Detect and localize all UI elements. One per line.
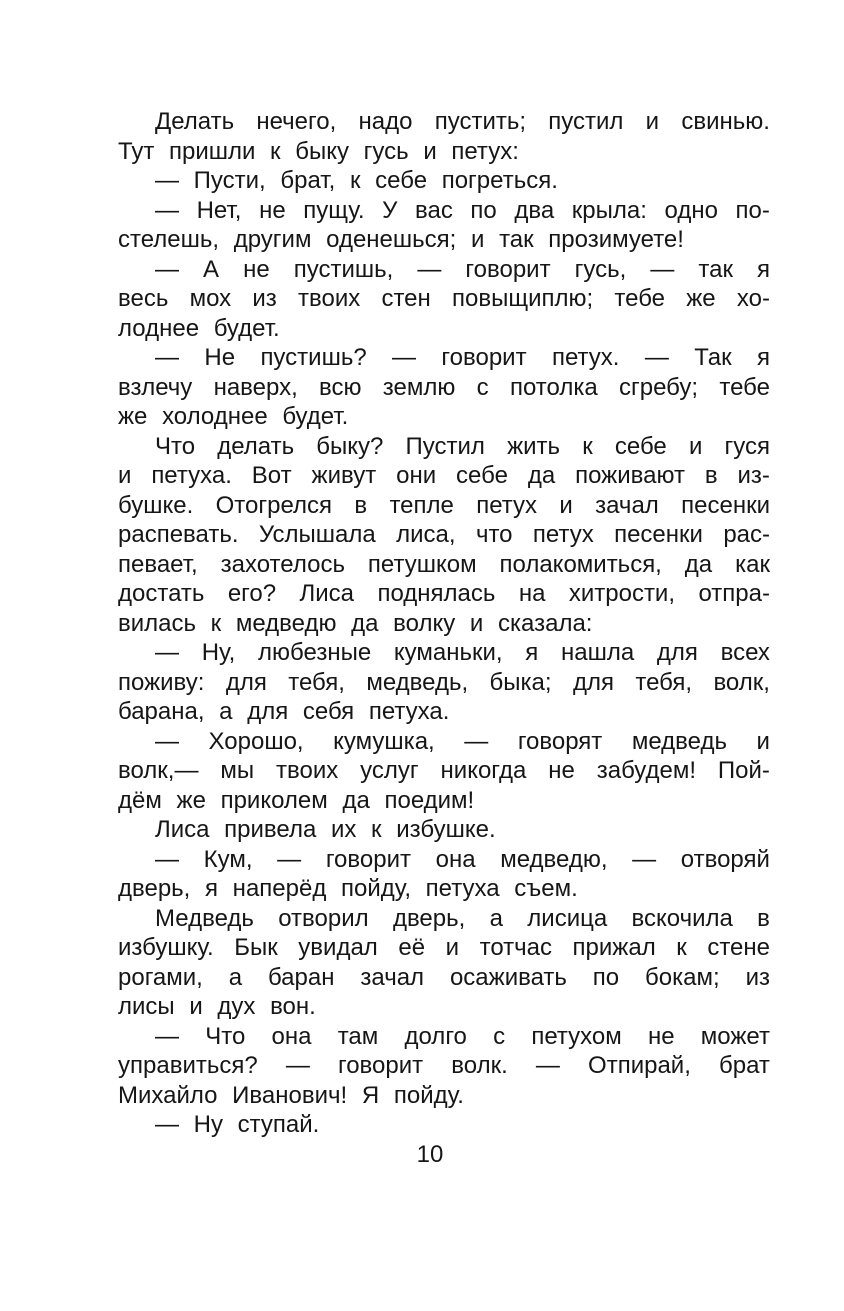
text-line: управиться? — говорит волк. — Отпирай, брат <box>118 1052 770 1079</box>
paragraph <box>118 107 770 166</box>
text-line: рогами, а баран зачал осаживать по бокам; из <box>118 963 770 991</box>
paragraph <box>118 845 770 904</box>
text-line: Делать нечего, надо пустить; пустил и свинью. <box>155 108 770 135</box>
text-line: певает, захотелось петушком полакомиться, да как <box>118 550 770 578</box>
text-line: весь мох из твоих стен повыщиплю; тебе же хо- <box>118 285 770 312</box>
text-line: же холоднее будет. <box>118 403 349 430</box>
text-line: — Что она там долго с петухом не может <box>155 1022 770 1050</box>
text-line: — Нет, не пущу. У вас по два крыла: одно по- <box>155 196 770 224</box>
text-line: Лиса привела их к избушке. <box>155 816 496 843</box>
text-line: лоднее будет. <box>118 314 280 342</box>
text-line: — Кум, — говорит она медведю, — отворяй <box>155 845 770 873</box>
text-line: Михайло Иванович! Я пойду. <box>118 1081 464 1109</box>
text-line: волк,— мы твоих услуг никогда не забудем! Пой- <box>118 757 770 784</box>
paragraph <box>118 432 770 639</box>
text-line: распевать. Услышала лиса, что петух песенки рас- <box>118 521 770 548</box>
paragraph <box>118 1022 770 1111</box>
text-block <box>118 107 770 1140</box>
text-line: Медведь отворил дверь, а лисица вскочила в <box>155 904 770 932</box>
paragraph <box>118 255 770 344</box>
text-line: лисы и дух вон. <box>118 993 316 1020</box>
paragraph <box>118 815 770 845</box>
text-line: стелешь, другим оденешься; и так прозимуете! <box>118 226 684 253</box>
paragraph <box>118 727 770 816</box>
text-line: вилась к медведю да волку и сказала: <box>118 609 593 637</box>
text-line: дверь, я наперёд пойду, петуха съем. <box>118 875 578 902</box>
text-line: взлечу наверх, всю землю с потолка сгребу; тебе <box>118 373 770 401</box>
text-line: — Хорошо, кумушка, — говорят медведь и <box>155 727 770 755</box>
paragraph <box>118 196 770 255</box>
paragraph <box>118 166 770 196</box>
paragraph <box>118 343 770 432</box>
text-line: — Пусти, брат, к себе погреться. <box>155 167 558 194</box>
text-line: поживу: для тебя, медведь, быка; для тебя, волк, <box>118 668 770 696</box>
text-line: бушке. Отогрелся в тепле петух и зачал песенки <box>118 491 770 519</box>
text-line: избушку. Бык увидал её и тотчас прижал к стене <box>118 934 770 961</box>
page-number: 10 <box>416 1141 444 1168</box>
paragraph <box>118 1110 770 1140</box>
text-line: барана, а для себя петуха. <box>118 698 450 725</box>
text-line: и петуха. Вот живут они себе да поживают в из- <box>118 462 770 489</box>
text-line: — Не пустишь? — говорит петух. — Так я <box>155 344 770 371</box>
text-line: достать его? Лиса поднялась на хитрости, отпра- <box>118 580 770 607</box>
text-line: — Ну, любезные куманьки, я нашла для всех <box>155 639 770 666</box>
text-line: Тут пришли к быку гусь и петух: <box>118 137 519 165</box>
text-line: — А не пустишь, — говорит гусь, — так я <box>155 255 770 283</box>
text-line: дём же приколем да поедим! <box>118 786 475 814</box>
paragraph <box>118 904 770 1022</box>
text-line: Что делать быку? Пустил жить к себе и гуся <box>155 432 770 460</box>
text-line: — Ну ступай. <box>155 1111 320 1138</box>
paragraph <box>118 638 770 727</box>
